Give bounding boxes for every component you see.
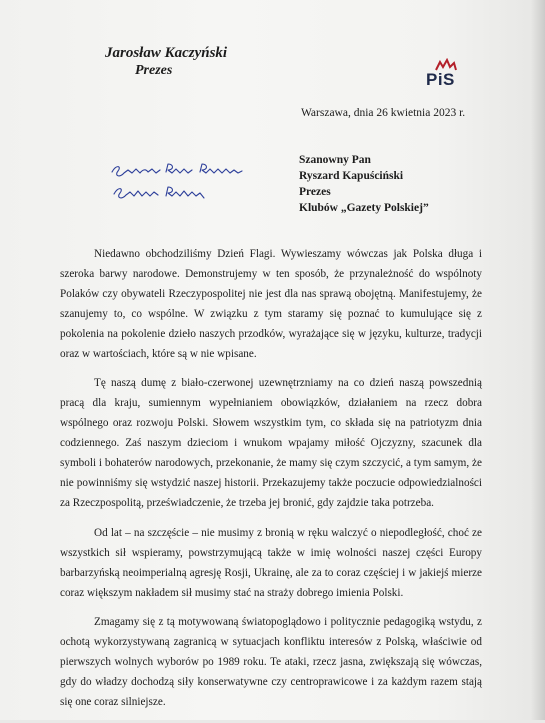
sender-name: Jarosław Kaczyński bbox=[105, 45, 228, 61]
body-paragraph: Niedawno obchodziliśmy Dzień Flagi. Wywieszamy wówczas jak Polska długa i szeroka barwy narodowe. Demonstrujemy w ten sposób, że przynależność do wspólnoty Polaków czy obywateli Rzeczypospolitej nie jest dla nas sprawą obojętną. Manifestujemy, że szanujemy to, co wspólne. W związku z tym staramy się poznać to kumulujące się z pokolenia na pokolenie dzieło naszych przodków, wyrażające się w języku, kulturze, tradycji oraz w wartościach, które są w nie wpisane. bbox=[60, 248, 482, 360]
recipient-salutation: Szanowny Pan bbox=[299, 154, 371, 166]
recipient-name: Ryszard Kapuściński bbox=[299, 170, 404, 182]
dateline: Warszawa, dnia 26 kwietnia 2023 r. bbox=[301, 107, 466, 119]
recipient-title: Prezes bbox=[299, 186, 331, 198]
letter-body bbox=[60, 245, 482, 723]
party-logo bbox=[426, 58, 466, 92]
sender-title: Prezes bbox=[135, 63, 173, 78]
body-paragraph: Tę naszą dumę z biało-czerwonej uzewnętrzniamy na co dzień naszą powszednią pracą dla kraju, sumiennym wypełnianiem obowiązków, działaniem na rzecz dobra wspólnego oraz rozwoju Polski. Słowem wszystkim tym, co składa się na patriotyzm dnia codziennego. Zaś naszym dzieciom i wnukom wpajamy miłość Ojczyzny, szacunek dla symboli i bohaterów narodowych, przekonanie, że mamy się czym szczycić, a tym samym, że nie powinniśmy się wstydzić naszej historii. Przekazujemy także poczucie odpowiedzialności za Rzeczpospolitą, przeświadczenie, że trzeba jej bronić, gdy zajdzie taka potrzeba. bbox=[60, 377, 482, 509]
body-paragraph: Od lat – na szczęście – nie musimy z bronią w ręku walczyć o niepodległość, choć ze wszystkich sił wspieramy, powstrzymującą także w imię wolności naszej części Europy barbarzyńską neoimperialną agresję Rosji, Ukrainę, ale za to coraz częściej i w jakiejś mierze coraz większym nakładem sił musimy stać na straży dobrego imienia Polski. bbox=[60, 526, 482, 599]
logo-text: PiS bbox=[426, 70, 455, 89]
sender-block bbox=[105, 45, 227, 79]
handwritten-greeting bbox=[110, 160, 260, 210]
recipient-block bbox=[299, 152, 429, 216]
page-edge-shadow bbox=[531, 0, 545, 720]
body-paragraph: Zmagamy się z tą motywowaną światopoglądowo i politycznie pedagogiką wstydu, z ochotą wykorzystywaną zagranicą w sytuacjach konfliktu interesów z Polską, właściwie od pierwszych wolnych wyborów po 1989 roku. Te ataki, rzecz jasna, zwiększają się wówczas, gdy do władzy dochodzą siły konserwatywne czy centroprawicowe i za każdym razem stają się one coraz silniejsze. bbox=[60, 616, 482, 709]
recipient-organization: Klubów „Gazety Polskiej” bbox=[299, 202, 429, 214]
